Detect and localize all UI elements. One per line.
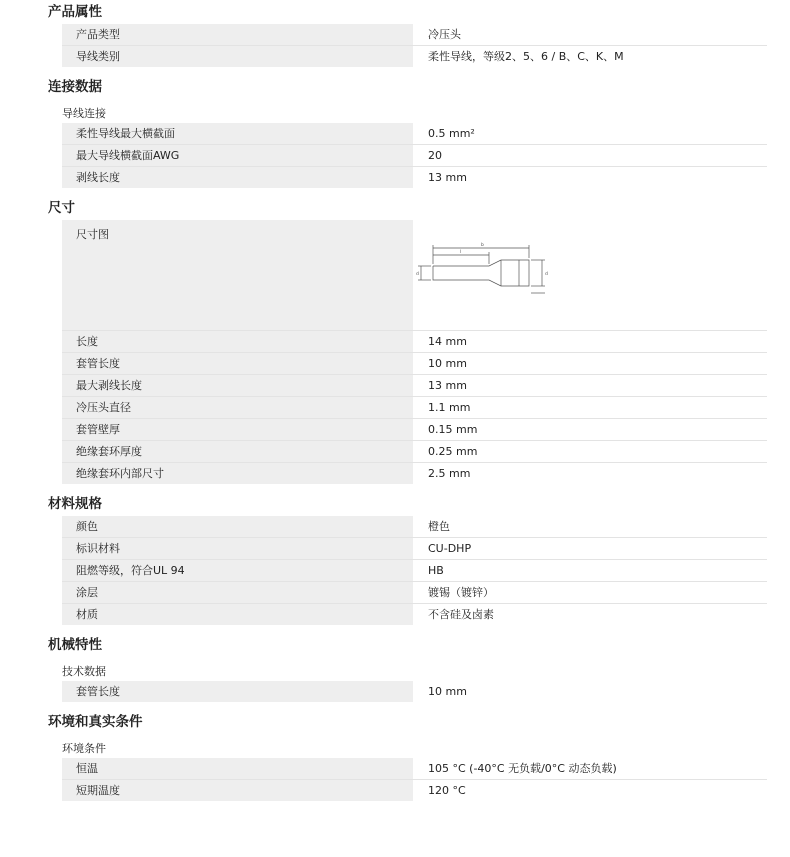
row-value: 13 mm (413, 167, 767, 188)
row-label: 材质 (62, 604, 413, 625)
table-row (62, 123, 767, 144)
subsection-title-environment-conditions: 环境条件 (62, 742, 106, 755)
row-value: 1.1 mm (413, 397, 767, 418)
material-table (62, 516, 767, 625)
table-row (62, 603, 767, 625)
row-value: CU-DHP (413, 538, 767, 559)
subsection-title-technical-data: 技术数据 (62, 665, 106, 678)
row-label: 导线类别 (62, 46, 413, 67)
subsection-title-wire-connection: 导线连接 (62, 107, 106, 120)
table-row (62, 45, 767, 67)
section-title-mechanical: 机械特性 (48, 637, 102, 653)
table-row (62, 537, 767, 559)
row-value: 120 °C (413, 780, 767, 801)
row-label: 阻燃等级，符合UL 94 (62, 560, 413, 581)
table-row (62, 24, 767, 45)
row-value: 13 mm (413, 375, 767, 396)
row-label: 套管长度 (62, 353, 413, 374)
row-value: 柔性导线，等级2、5、6 / B、C、K、M (413, 46, 767, 67)
dimension-letter-diameter: d (416, 272, 419, 277)
row-value: 20 (413, 145, 767, 166)
row-value: 镀锡（镀锌） (413, 582, 767, 603)
row-value: 0.25 mm (413, 441, 767, 462)
table-row (62, 352, 767, 374)
section-title-product: 产品属性 (48, 4, 102, 20)
row-label: 最大剥线长度 (62, 375, 413, 396)
row-value: 14 mm (413, 331, 767, 352)
section-title-connection: 连接数据 (48, 79, 102, 95)
section-title-environment: 环境和真实条件 (48, 714, 143, 730)
dimension-letter-collar: d (545, 272, 548, 277)
row-value: 105 °C (-40°C 无负载/0°C 动态负载) (413, 758, 767, 779)
table-row (62, 330, 767, 352)
table-row (62, 758, 767, 779)
section-title-material: 材料规格 (48, 496, 102, 512)
row-label: 最大导线横截面AWG (62, 145, 413, 166)
row-value: 10 mm (413, 353, 767, 374)
table-row-drawing (62, 220, 767, 330)
row-value: 不含硅及卤素 (413, 604, 767, 625)
table-row (62, 144, 767, 166)
row-value: 10 mm (413, 681, 767, 702)
row-label: 绝缘套环内部尺寸 (62, 463, 413, 484)
row-value: 橙色 (413, 516, 767, 537)
row-label: 颜色 (62, 516, 413, 537)
row-label: 标识材料 (62, 538, 413, 559)
row-label: 产品类型 (62, 24, 413, 45)
section-title-dimensions: 尺寸 (48, 200, 75, 216)
table-row (62, 681, 767, 702)
row-label: 短期温度 (62, 780, 413, 801)
row-value: 0.5 mm² (413, 123, 767, 144)
table-row (62, 440, 767, 462)
row-label: 尺寸图 (62, 220, 413, 330)
row-label: 套管长度 (62, 681, 413, 702)
table-row (62, 779, 767, 801)
row-label: 长度 (62, 331, 413, 352)
row-label: 套管壁厚 (62, 419, 413, 440)
row-label: 剥线长度 (62, 167, 413, 188)
dimension-letter-sleeve: l (460, 250, 462, 255)
table-row (62, 396, 767, 418)
table-row (62, 559, 767, 581)
dimension-letter-total: b (481, 243, 484, 248)
row-value: 冷压头 (413, 24, 767, 45)
row-label: 柔性导线最大横截面 (62, 123, 413, 144)
row-label: 绝缘套环厚度 (62, 441, 413, 462)
row-value: 2.5 mm (413, 463, 767, 484)
row-label: 涂层 (62, 582, 413, 603)
dimension-drawing-cell (413, 220, 767, 330)
product-table (62, 24, 767, 67)
table-row (62, 418, 767, 440)
row-label: 冷压头直径 (62, 397, 413, 418)
table-row (62, 166, 767, 188)
row-label: 恒温 (62, 758, 413, 779)
table-row (62, 581, 767, 603)
environment-table (62, 758, 767, 801)
mechanical-table (62, 681, 767, 702)
table-row (62, 516, 767, 537)
row-value: 0.15 mm (413, 419, 767, 440)
table-row (62, 374, 767, 396)
ferrule-dimension-drawing (415, 242, 555, 307)
dimensions-table (62, 220, 767, 484)
connection-table (62, 123, 767, 188)
row-value: HB (413, 560, 767, 581)
table-row (62, 462, 767, 484)
